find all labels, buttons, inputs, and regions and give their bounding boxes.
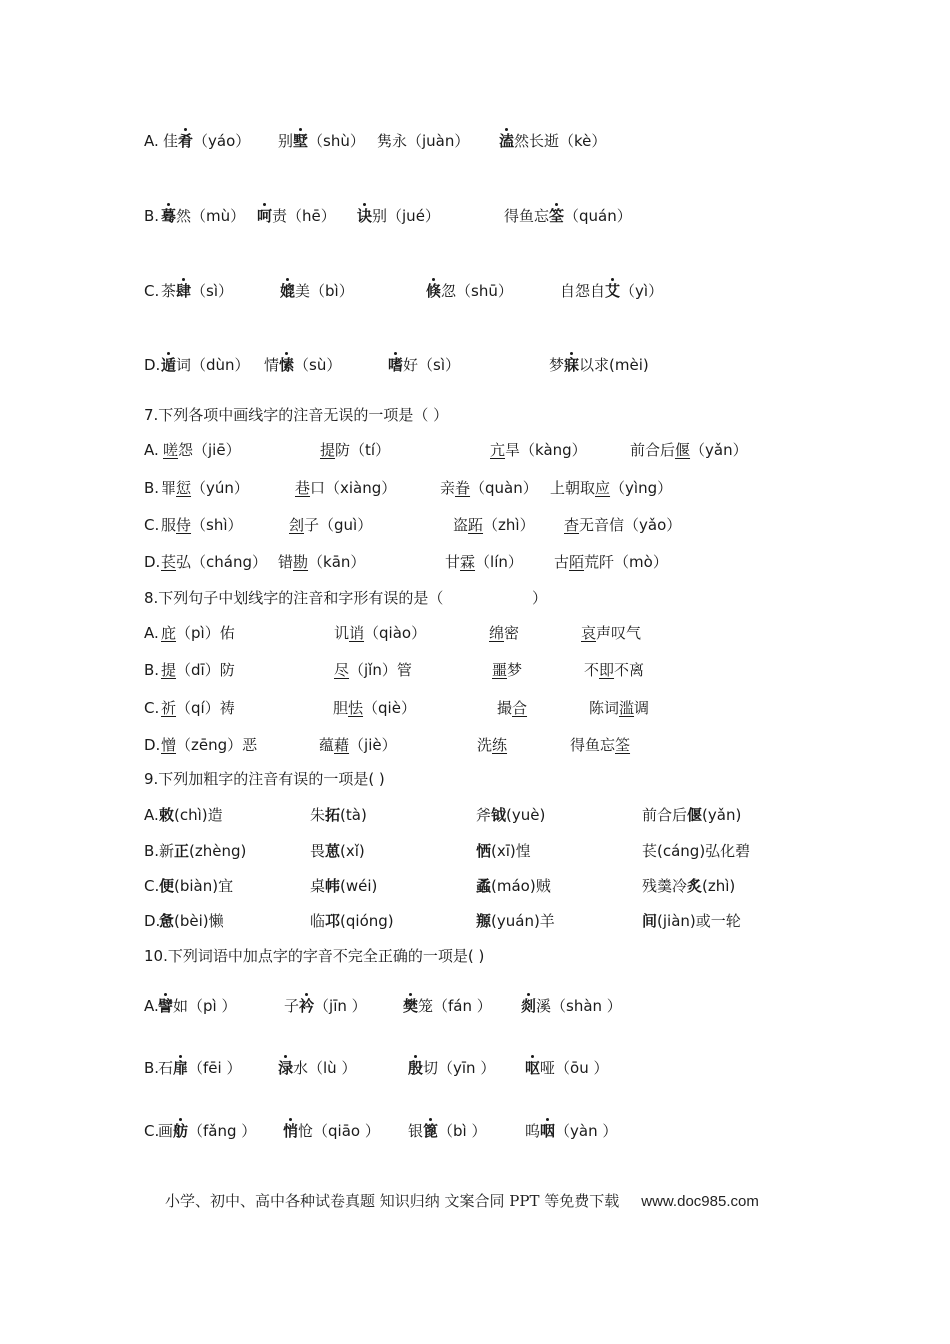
word: 残羹冷	[642, 877, 688, 895]
bold-char: 炙	[687, 877, 703, 895]
word: 新	[159, 842, 175, 860]
word-tail: 不离	[614, 661, 645, 679]
q8-option-d	[144, 732, 924, 758]
option-label: B.	[144, 661, 160, 679]
pinyin: 荒阡（mò）	[584, 553, 668, 571]
underlined-char: 噩	[492, 661, 508, 679]
word: 然长逝（kè）	[514, 132, 607, 150]
pinyin: （fǎng ）	[188, 1122, 257, 1140]
word: 罪	[161, 479, 177, 497]
option-label: D.	[144, 356, 161, 374]
pinyin: (qióng)	[340, 912, 394, 930]
q7-question	[144, 402, 924, 428]
word: 好（sì）	[403, 356, 460, 374]
pinyin: （yǎn）	[690, 441, 748, 459]
word: 上朝取	[550, 479, 596, 497]
word: 密	[504, 624, 520, 642]
underlined-char: 绵	[489, 624, 505, 642]
bold-char: 敕	[159, 806, 175, 824]
option-label: A.	[144, 806, 159, 824]
underlined-char: 苌	[161, 553, 177, 571]
word: 陈词	[589, 699, 620, 717]
pinyin: （sì）	[191, 282, 234, 300]
bold-char: 邛	[325, 912, 341, 930]
option-label: C.	[144, 516, 160, 534]
pinyin: （yún）	[191, 479, 249, 497]
word: 甘	[445, 553, 461, 571]
word: （dī）防	[176, 661, 235, 679]
bold-char: 拓	[325, 806, 341, 824]
dotted-char: 舫	[173, 1118, 188, 1144]
underlined-char: 藉	[334, 736, 350, 754]
dotted-char: 筌	[549, 203, 564, 229]
word: 声叹气	[596, 624, 642, 642]
q9-option-d	[144, 908, 924, 934]
dotted-char: 溘	[499, 128, 514, 154]
dotted-char: 殷	[408, 1055, 423, 1081]
word: 临	[310, 912, 326, 930]
q8-option-b	[144, 657, 924, 683]
underlined-char: 提	[320, 441, 336, 459]
option-label: A.	[144, 997, 159, 1015]
dotted-char: 篦	[423, 1118, 438, 1144]
question-text: 8.下列句子中划线字的注音和字形有误的是（	[144, 589, 444, 607]
underlined-char: 陌	[569, 553, 585, 571]
pinyin: （jīn ）	[314, 997, 367, 1015]
word: 防（tí）	[335, 441, 391, 459]
word: 蕴	[319, 736, 335, 754]
q7-option-c	[144, 512, 924, 538]
option-label: D.	[144, 912, 161, 930]
underlined-char: 嗟	[163, 441, 179, 459]
q6-option-d	[144, 352, 924, 378]
word: 得鱼忘	[504, 207, 550, 225]
dotted-char: 咽	[540, 1118, 555, 1144]
dotted-char: 遁	[161, 352, 176, 378]
word: 怨（jiē）	[178, 441, 241, 459]
dotted-char: 呵	[257, 203, 272, 229]
bold-char: 恓	[476, 842, 492, 860]
q7-option-b	[144, 475, 924, 501]
dotted-char: 肆	[176, 278, 191, 304]
pinyin: (tà)	[340, 806, 367, 824]
bold-char: 羱	[476, 912, 492, 930]
underlined-char: 眷	[455, 479, 471, 497]
word: 朱	[310, 806, 326, 824]
underlined-char: 筌	[615, 736, 631, 754]
word: 别	[278, 132, 294, 150]
q9-option-a	[144, 802, 924, 828]
underlined-char: 提	[161, 661, 177, 679]
word: 银	[408, 1122, 424, 1140]
underlined-char: 亢	[490, 441, 506, 459]
dotted-char: 悄	[283, 1118, 298, 1144]
bold-char: 偃	[687, 806, 703, 824]
underlined-char: 偃	[675, 441, 691, 459]
underlined-char: 练	[492, 736, 508, 754]
word: 美（bì）	[295, 282, 354, 300]
q10-question	[144, 943, 924, 969]
word: 词（dùn）	[176, 356, 250, 374]
word: 石	[158, 1059, 174, 1077]
word: 子（guì）	[304, 516, 373, 534]
pinyin: （zhì）	[483, 516, 535, 534]
q8-option-a	[144, 620, 924, 646]
pinyin: （sù）	[294, 356, 342, 374]
dotted-char: 倏	[426, 278, 441, 304]
q7-option-a	[144, 437, 924, 463]
pinyin: （lín）	[475, 553, 523, 571]
pinyin: （qiào）	[364, 624, 427, 642]
dotted-char: 寐	[564, 352, 579, 378]
pinyin: (zhèng)	[189, 842, 247, 860]
question-text: 7.下列各项中画线字的注音无误的一项是（ ）	[144, 406, 449, 424]
word: 怆（qiāo ）	[298, 1122, 380, 1140]
word: 哑（ōu ）	[540, 1059, 609, 1077]
word: 古	[554, 553, 570, 571]
option-label: B.	[144, 207, 160, 225]
dotted-char: 肴	[178, 128, 193, 154]
word: 笼（fán ）	[418, 997, 492, 1015]
dotted-char: 扉	[173, 1055, 188, 1081]
pinyin: （shù）	[308, 132, 365, 150]
pinyin: （yàn ）	[555, 1122, 618, 1140]
dotted-char: 媲	[280, 278, 295, 304]
bold-char: 便	[159, 877, 175, 895]
word: (máo)贼	[491, 877, 551, 895]
q8-question	[144, 585, 924, 611]
pinyin: （yìng）	[610, 479, 673, 497]
word: 梦	[549, 356, 565, 374]
page-footer	[165, 1190, 805, 1213]
pinyin: (wéi)	[340, 877, 378, 895]
dotted-char: 剡	[521, 993, 536, 1019]
underlined-char: 侍	[176, 516, 192, 534]
word: 讥	[334, 624, 350, 642]
underlined-char: 霖	[460, 553, 476, 571]
word: （pì）佑	[176, 624, 235, 642]
word: 梦	[507, 661, 523, 679]
dotted-char: 艾	[605, 278, 620, 304]
underlined-char: 应	[595, 479, 611, 497]
q10-option-b	[144, 1055, 924, 1081]
word: 桌	[310, 877, 326, 895]
pinyin: （fēi ）	[188, 1059, 242, 1077]
word: 佳	[163, 132, 179, 150]
word: (jiàn)或一轮	[657, 912, 741, 930]
q6-option-c	[144, 278, 924, 304]
dotted-char: 樊	[403, 993, 418, 1019]
option-label: C.	[144, 1122, 160, 1140]
word: 然（mù）	[176, 207, 246, 225]
word: 错	[278, 553, 294, 571]
word: 得鱼忘	[570, 736, 616, 754]
word: (xī)惶	[491, 842, 531, 860]
dotted-char: 譬	[158, 993, 173, 1019]
option-label: B.	[144, 479, 160, 497]
bold-char: 帏	[325, 877, 341, 895]
q6-option-a	[144, 128, 924, 154]
underlined-char: 祈	[161, 699, 177, 717]
q9-question	[144, 766, 924, 792]
pinyin: （quán）	[564, 207, 632, 225]
word: (biàn)宜	[174, 877, 234, 895]
word: 情	[264, 356, 280, 374]
word: 忽（shū）	[441, 282, 513, 300]
underlined-char: 合	[512, 699, 528, 717]
word: （jǐn）管	[349, 661, 412, 679]
footer-site-link[interactable]: www.doc985.com	[641, 1193, 759, 1210]
option-label: A.	[144, 132, 159, 150]
word: 撮	[497, 699, 513, 717]
option-label: B.	[144, 1059, 160, 1077]
word: 自怨自	[560, 282, 606, 300]
pinyin: （quàn）	[470, 479, 538, 497]
word: 切（yīn ）	[423, 1059, 496, 1077]
underlined-char: 憎	[161, 736, 177, 754]
question-text: 10.下列词语中加点字的字音不完全正确的一项是( )	[144, 947, 485, 965]
word: 前合后	[630, 441, 676, 459]
q10-option-c	[144, 1118, 924, 1144]
dotted-char: 墅	[293, 128, 308, 154]
underlined-char: 怯	[348, 699, 364, 717]
option-label: D.	[144, 736, 161, 754]
question-paren: ）	[532, 589, 548, 607]
word: 不	[584, 661, 600, 679]
word: 洗	[477, 736, 493, 754]
pinyin: （yáo）	[193, 132, 251, 150]
underlined-char: 刽	[289, 516, 305, 534]
pinyin: （bì ）	[438, 1122, 487, 1140]
word: 责（hē）	[272, 207, 336, 225]
underlined-char: 尽	[334, 661, 350, 679]
bold-char: 惫	[159, 912, 175, 930]
word: 子	[284, 997, 300, 1015]
word: 溪（shàn ）	[536, 997, 622, 1015]
dotted-char: 渌	[278, 1055, 293, 1081]
option-label: D.	[144, 553, 161, 571]
pinyin: (xǐ)	[340, 842, 365, 860]
q7-option-d	[144, 549, 924, 575]
option-label: A.	[144, 624, 159, 642]
bold-char: 间	[642, 912, 658, 930]
word: 服	[161, 516, 177, 534]
pinyin: （yì）	[620, 282, 664, 300]
word: 旱（kàng）	[505, 441, 587, 459]
word: 胆	[333, 699, 349, 717]
word: 呜	[525, 1122, 541, 1140]
word: （qí）祷	[176, 699, 235, 717]
pinyin: （jiè）	[349, 736, 397, 754]
pinyin: (zhì)	[702, 877, 736, 895]
bold-char: 蟊	[476, 877, 492, 895]
option-label: C.	[144, 282, 160, 300]
pinyin: （kān）	[308, 553, 366, 571]
dotted-char: 嗜	[388, 352, 403, 378]
option-label: A.	[144, 441, 159, 459]
word: 斧	[476, 806, 492, 824]
q6-option-b	[144, 203, 924, 229]
q9-option-c	[144, 873, 924, 899]
word: 前合后	[642, 806, 688, 824]
pinyin: (yuè)	[506, 806, 546, 824]
dotted-char: 呕	[525, 1055, 540, 1081]
pinyin: （shì）	[191, 516, 243, 534]
pinyin: (yǎn)	[702, 806, 742, 824]
word: 隽永（juàn）	[377, 132, 470, 150]
question-text: 9.下列加粗字的注音有误的一项是( )	[144, 770, 385, 788]
word: (yuán)羊	[491, 912, 555, 930]
q10-option-a	[144, 993, 924, 1019]
footer-text: 小学、初中、高中各种试卷真题 知识归纳 文案合同 PPT 等免费下载	[165, 1192, 620, 1210]
option-label: B.	[144, 842, 160, 860]
word: 盗	[453, 516, 469, 534]
word: 苌(cáng)弘化碧	[642, 842, 751, 860]
q8-option-c	[144, 695, 924, 721]
word: 无音信（yǎo）	[579, 516, 682, 534]
bold-char: 葸	[325, 842, 341, 860]
word: 亲	[440, 479, 456, 497]
pinyin: 以求(mèi)	[579, 356, 649, 374]
word: 弘（cháng）	[176, 553, 267, 571]
q9-option-b	[144, 838, 924, 864]
underlined-char: 哀	[581, 624, 597, 642]
underlined-char: 诮	[349, 624, 365, 642]
word: （zēng）恶	[176, 736, 258, 754]
bold-char: 正	[174, 842, 190, 860]
dotted-char: 蓦	[161, 203, 176, 229]
word: 茶	[161, 282, 177, 300]
word: 口（xiàng）	[310, 479, 397, 497]
word: 水（lù ）	[293, 1059, 357, 1077]
underlined-char: 即	[599, 661, 615, 679]
word: (chì)造	[174, 806, 223, 824]
word: 别（jué）	[372, 207, 440, 225]
option-label: C.	[144, 877, 160, 895]
underlined-char: 巷	[295, 479, 311, 497]
dotted-char: 愫	[279, 352, 294, 378]
underlined-char: 庇	[161, 624, 177, 642]
underlined-char: 勘	[293, 553, 309, 571]
word: 画	[158, 1122, 174, 1140]
option-label: C.	[144, 699, 160, 717]
dotted-char: 衿	[299, 993, 314, 1019]
underlined-char: 滥	[619, 699, 635, 717]
bold-char: 钺	[491, 806, 507, 824]
word: 畏	[310, 842, 326, 860]
dotted-char: 诀	[357, 203, 372, 229]
word: (bèi)懒	[174, 912, 224, 930]
underlined-char: 杳	[564, 516, 580, 534]
underlined-char: 愆	[176, 479, 192, 497]
word-tail: 调	[634, 699, 650, 717]
pinyin: （qiè）	[363, 699, 416, 717]
underlined-char: 跖	[468, 516, 484, 534]
word: 如（pì ）	[173, 997, 237, 1015]
